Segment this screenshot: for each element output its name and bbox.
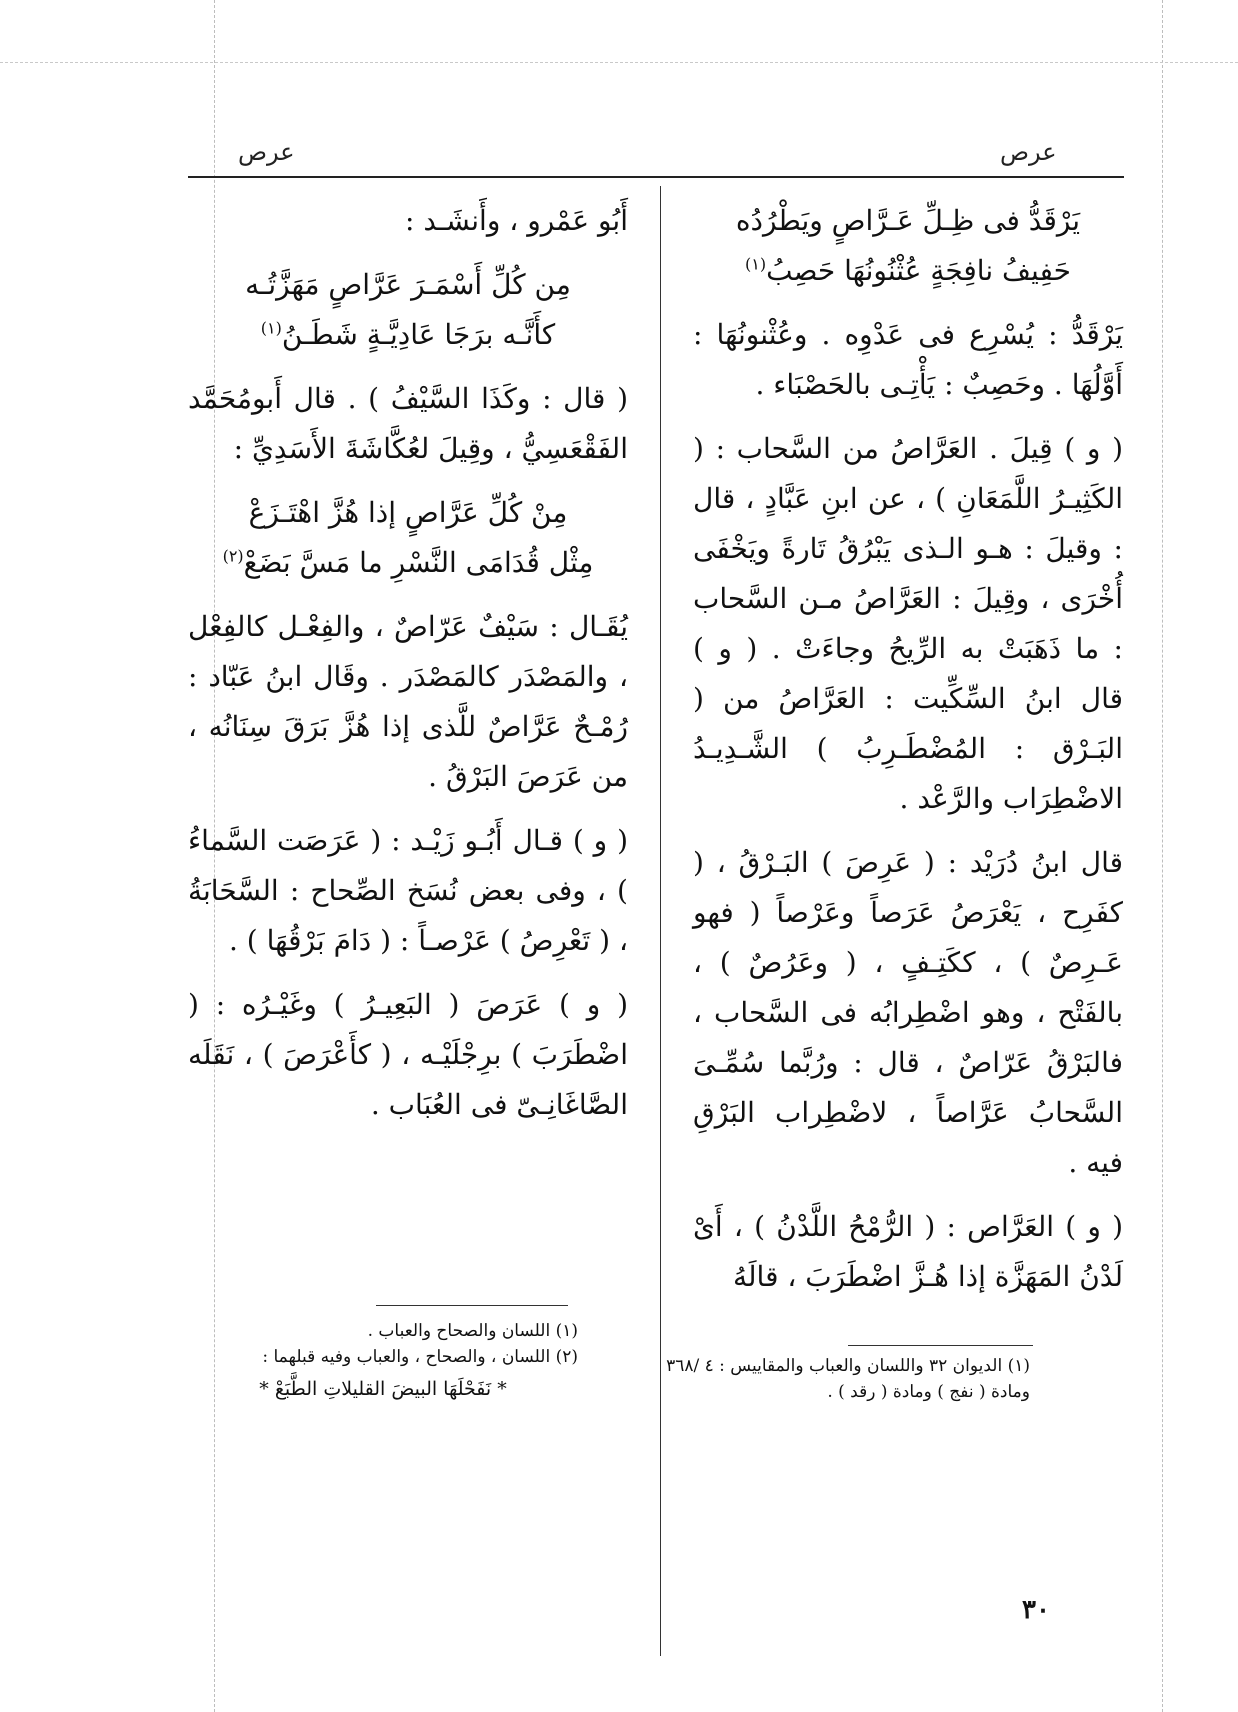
verse-line xyxy=(188,310,628,360)
paragraph xyxy=(693,838,1123,1188)
paragraph-gap xyxy=(188,246,628,260)
footnote-marker: (١) xyxy=(260,318,282,338)
footnotes-right xyxy=(635,1353,1030,1405)
text: ( قال : وكَذَا السَّيْفُ ) . قال أَبومُحَمَّد الفَقْعَسِيُّ ، وقِيلَ لعُكَّاشَةَ الأَسَدِيِّ : xyxy=(188,382,628,465)
paragraph-gap xyxy=(188,474,628,488)
text: يَرْقَدُّ فى ظِـلِّ عَـرَّاصٍ ويَطْرُدُه xyxy=(735,204,1081,237)
text: قال ابنُ دُرَيْد : ( عَرِصَ ) البَـرْقُ ، ( كفَرِح ، يَعْرَصُ عَرَصاً وعَرْصاً ( فهو عَـرِصٌ ) ، ككَتِـفٍ ، ( وعَرُصٌ ) ، بالفَتْح ، وهو اضْطِرابُه فى السَّحاب ، فالبَرْقُ عَرّاصٌ ، قال : ورُبَّما سُمِّـىَ السَّحابُ عَرَّاصاً ، لاضْطِراب البَرْقِ فيه . xyxy=(693,846,1123,1179)
paragraph-gap xyxy=(188,360,628,374)
verse-line xyxy=(188,260,628,310)
paragraph xyxy=(188,374,628,474)
footnote-rule-left xyxy=(376,1305,568,1306)
text: يَرْقَدُّ : يُسْرِع فى عَدْوِه . وعُثْنونُهَا : أَوَّلُهَا . وحَصِبٌ : يَأْتِـى بالحَصْبَاء . xyxy=(693,318,1123,401)
text: ( و ) قِيلَ . العَرَّاصُ من السَّحاب : ( الكَثِيـرُ اللَّمَعَانِ ) ، عن ابنِ عَبَّادٍ ، قال : وقيلَ : هـو الـذى يَبْرُقُ تَارةً ويَخْفَى أُخْرَى ، وقِيلَ : العَرَّاصُ مـن السَّحاب : ما ذَهَبَتْ به الرِّيحُ وجاءَتْ . ( و ) قال ابنُ السِّكِّيت : العَرَّاصُ من ( البَـرْق : المُضْطَـرِبُ ) الشَّـدِيـدُ الاضْطِرَاب والرَّعْد . xyxy=(693,432,1123,815)
paragraph xyxy=(693,310,1123,410)
right-column xyxy=(693,196,1123,1302)
text: أَبُو عَمْرو ، وأَنشَـد : xyxy=(405,204,628,237)
verse-line xyxy=(693,196,1123,246)
text: مِن كُلِّ أَسْمَـرَ عَرَّاصٍ مَهَزَّتُـه xyxy=(245,268,571,301)
page-number: ٣٠ xyxy=(1022,1595,1050,1625)
paragraph xyxy=(693,1202,1123,1302)
text: يُقَـال : سَيْفٌ عَرّاصٌ ، والفِعْـل كالفِعْل ، والمَصْدَر كالمَصْدَر . وقَال ابنُ عَبّاد : رُمْـحٌ عَرَّاصٌ للَّذى إذا هُزَّ بَرَقَ سِنَانُه ، من عَرَصَ البَرْقُ . xyxy=(188,610,628,793)
paragraph xyxy=(188,196,628,246)
text: كأَنَّـه برَجَا عَادِيَّـةٍ شَطَـنُ xyxy=(281,318,556,351)
footnote-left-1: (١) اللسان والصحاح والعباب . xyxy=(367,1321,578,1341)
footnote-marker: (٢) xyxy=(222,546,244,566)
footnotes-left xyxy=(188,1318,578,1402)
text: مِثْل قُدَامَى النَّسْرِ ما مَسَّ بَضَعْ xyxy=(243,546,594,579)
paragraph-gap xyxy=(188,966,628,980)
footnote-right-1: (١) الديوان ٣٢ واللسان والعباب والمقاييس : ٤ /٣٦٨ ومادة ( نفج ) ومادة ( رقد ) . xyxy=(666,1356,1030,1402)
paragraph-gap xyxy=(693,824,1123,838)
paragraph-gap xyxy=(693,410,1123,424)
paragraph-gap xyxy=(693,296,1123,310)
verse-line xyxy=(693,246,1123,296)
paragraph-gap xyxy=(188,588,628,602)
paragraph xyxy=(188,980,628,1130)
footnote-left-2: (٢) اللسان ، والصحاح ، والعباب وفيه قبلهما : xyxy=(262,1347,578,1367)
paragraph-gap xyxy=(693,1188,1123,1202)
scan-guide-line xyxy=(0,62,1238,63)
text: ( و ) عَرَصَ ( البَعِيـرُ ) وغَيْـرُه : ( اضْطَرَبَ ) برِجْلَيْـه ، ( كأَعْرَصَ ) ، نَقَلَه الصَّاغَانِـىّ فى العُبَاب . xyxy=(188,988,628,1121)
text: مِنْ كُلِّ عَرَّاصٍ إذا هُزَّ اهْتَـزَعْ xyxy=(248,496,568,529)
scan-guide-line xyxy=(1162,0,1163,1712)
left-column xyxy=(188,196,628,1130)
paragraph xyxy=(188,602,628,802)
text: حَفِيفُ نافِجَةٍ عُثْنُونُهَا حَصِبُ xyxy=(766,254,1071,287)
paragraph-gap xyxy=(188,802,628,816)
paragraph xyxy=(693,424,1123,824)
verse-line xyxy=(188,488,628,538)
header-keyword-right: عرص xyxy=(1000,138,1057,166)
footnote-rule-right xyxy=(848,1345,1033,1346)
header-rule xyxy=(188,176,1124,178)
header-keyword-left: عرص xyxy=(238,138,295,166)
paragraph xyxy=(188,816,628,966)
verse-line xyxy=(188,538,628,588)
column-divider xyxy=(660,186,661,1656)
footnote-marker: (١) xyxy=(745,254,767,274)
text: ( و ) قـال أَبُـو زَيْـد : ( عَرَصَت السَّماءُ ) ، وفى بعض نُسَخ الصِّحاح : السَّحَابَةُ ، ( تَعْرِصُ ) عَرْصـاً : ( دَامَ بَرْقُهَا ) . xyxy=(188,824,628,957)
footnote-left-verse: * نَفَحْلَهَا البيضَ القليلاتِ الطَّبَعْ * xyxy=(259,1378,507,1400)
text: ( و ) العَرَّاص : ( الرُّمْحُ اللَّدْنُ ) ، أَىْ لَدْنُ المَهَزَّة إذا هُـزَّ اضْطَرَبَ ، قالَهُ xyxy=(693,1210,1123,1293)
